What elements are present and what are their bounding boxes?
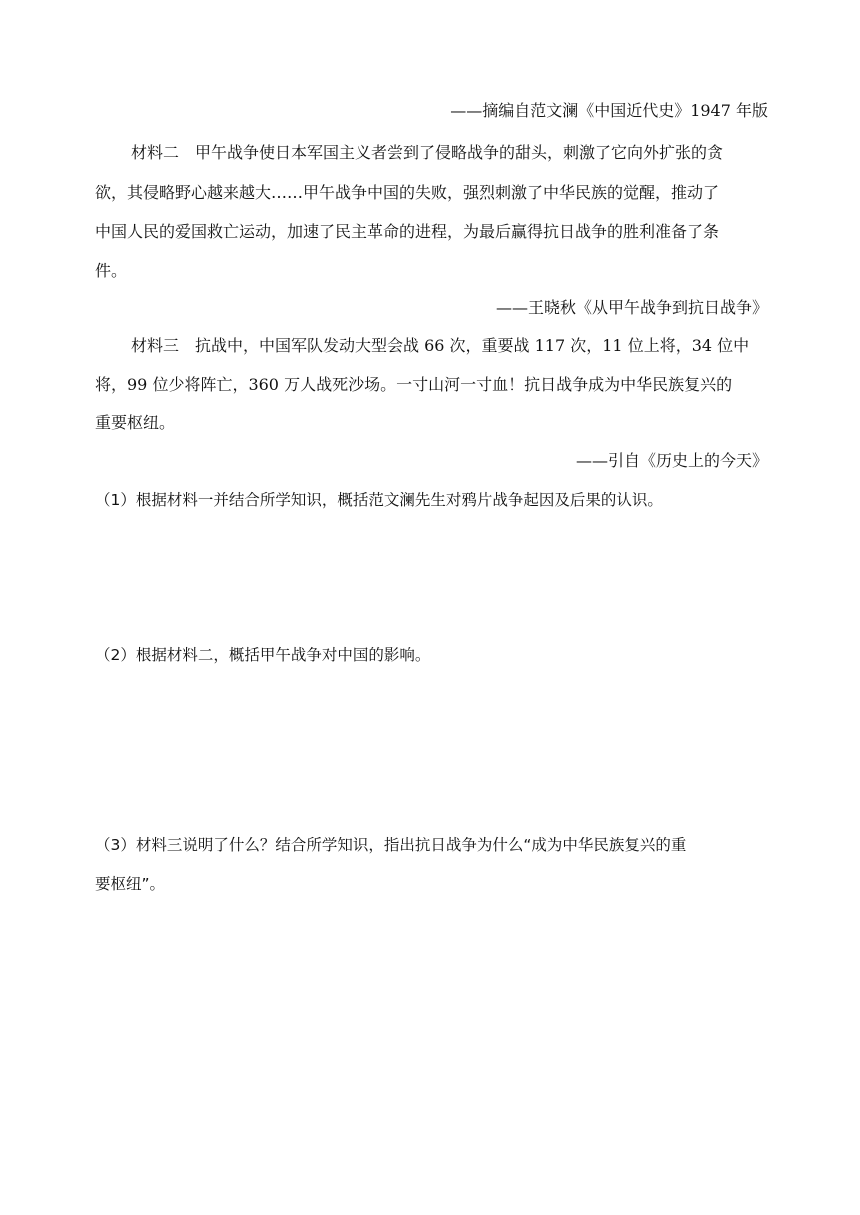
material1-source: ——摘编自范文澜《中国近代史》1947 年版	[450, 101, 768, 120]
material3-line-3: 重要枢纽。	[95, 413, 176, 432]
question-2: （2）根据材料二，概括甲午战争对中国的影响。	[95, 646, 431, 664]
material3-source: ——引自《历史上的今天》	[575, 451, 768, 470]
question-3-line-2: 要枢纽”。	[95, 875, 166, 893]
material3-line-2: 将，99 位少将阵亡，360 万人战死沙场。一寸山河一寸血！抗日战争成为中华民族复兴的	[95, 375, 733, 394]
material2-line-3: 中国人民的爱国救亡运动，加速了民主革命的进程，为最后赢得抗日战争的胜利准备了条	[95, 222, 720, 241]
material2-source: ——王晓秋《从甲午战争到抗日战争》	[495, 298, 768, 317]
question-3-line-1: （3）材料三说明了什么？结合所学知识，指出抗日战争为什么“成为中华民族复兴的重	[95, 836, 687, 854]
material3-line-1: 材料三 抗战中，中国军队发动大型会战 66 次，重要战 117 次，11 位上将，34 位中	[131, 336, 750, 355]
material2-line-2: 欲，其侵略野心越来越大……甲午战争中国的失败，强烈刺激了中华民族的觉醒，推动了	[95, 183, 720, 202]
material2-line-4: 件。	[95, 261, 128, 280]
material2-line-1: 材料二 甲午战争使日本军国主义者尝到了侵略战争的甜头，刺激了它向外扩张的贪	[131, 143, 724, 162]
question-1: （1）根据材料一并结合所学知识，概括范文澜先生对鸦片战争起因及后果的认识。	[95, 491, 663, 509]
